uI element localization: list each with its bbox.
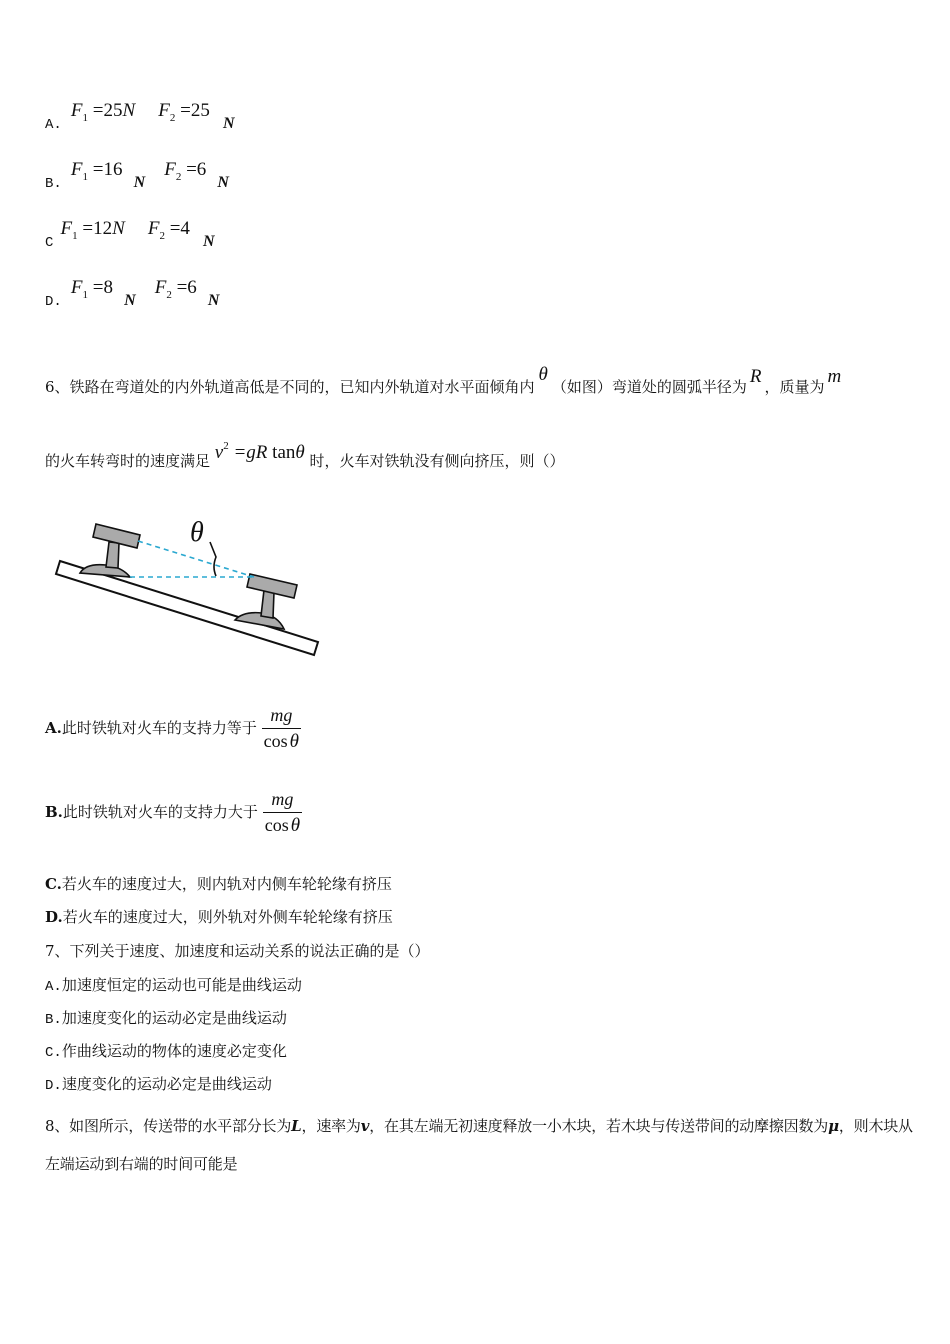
q7-option-c bbox=[45, 1040, 287, 1061]
f1-unit: N bbox=[112, 218, 125, 239]
q6-text-mid2: ，质量为 bbox=[764, 378, 825, 396]
option-c-q5 bbox=[45, 218, 215, 251]
mg-over-cos-fraction bbox=[263, 789, 302, 837]
q8-text-2: ，速率为 bbox=[301, 1117, 361, 1135]
formula-tan: tan bbox=[272, 442, 296, 463]
f2-symbol: F bbox=[154, 277, 167, 298]
f2-unit: N bbox=[222, 115, 235, 132]
option-d-q5 bbox=[45, 277, 220, 310]
fraction-denominator bbox=[263, 813, 302, 837]
f1-value: =12 bbox=[82, 218, 113, 239]
formula-square: 2 bbox=[223, 440, 229, 452]
option-label: D. bbox=[45, 294, 62, 310]
mu-symbol: μ bbox=[828, 1117, 839, 1135]
subscript-1: 1 bbox=[82, 112, 89, 124]
fraction-numerator: mg bbox=[263, 789, 302, 813]
option-label: D. bbox=[45, 1078, 62, 1094]
option-label: C. bbox=[45, 1045, 62, 1061]
option-label: C bbox=[45, 235, 54, 251]
option-text: 加速度恒定的运动也可能是曲线运动 bbox=[61, 976, 302, 994]
q6-option-b bbox=[45, 789, 302, 837]
option-label: A. bbox=[45, 979, 62, 995]
formula-rest: =gR bbox=[233, 442, 268, 463]
f1-symbol: F bbox=[70, 100, 83, 121]
f2-symbol: F bbox=[147, 218, 160, 239]
f1-symbol: F bbox=[70, 277, 83, 298]
option-text: 若火车的速度过大，则内轨对内侧车轮轮缘有挤压 bbox=[61, 875, 392, 893]
denominator-theta: θ bbox=[290, 815, 301, 836]
q8-text-4: ，则木块从左端运动到右端的时间可能是 bbox=[45, 1117, 913, 1173]
rail-incline-figure bbox=[50, 505, 330, 665]
option-text: 此时铁轨对火车的支持力等于 bbox=[61, 719, 257, 737]
q7-option-a bbox=[45, 974, 302, 995]
q8-text-3: ，在其左端无初速度释放一小木块，若木块与传送带间的动摩擦因数为 bbox=[369, 1117, 829, 1135]
length-symbol: L bbox=[291, 1117, 302, 1135]
formula-theta: θ bbox=[295, 442, 305, 463]
m-symbol: m bbox=[827, 366, 842, 387]
option-label: A. bbox=[45, 117, 62, 133]
formula-v: v bbox=[214, 442, 224, 463]
denominator-cos: cos bbox=[264, 815, 289, 835]
f1-unit: N bbox=[133, 174, 146, 191]
incline-base bbox=[56, 561, 318, 655]
q7-option-b bbox=[45, 1007, 287, 1028]
option-label: A. bbox=[45, 719, 62, 737]
q6-option-c bbox=[45, 873, 392, 894]
theta-symbol: θ bbox=[538, 364, 548, 385]
q6-text-mid: （如图）弯道处的圆弧半径为 bbox=[551, 378, 747, 396]
f1-value: =8 bbox=[92, 277, 113, 298]
f2-unit: N bbox=[217, 174, 229, 191]
q6-text-line2-suffix: 时，火车对铁轨没有侧向挤压，则（） bbox=[309, 452, 565, 470]
figure-theta-label: θ bbox=[190, 517, 204, 548]
f2-value: =6 bbox=[176, 277, 197, 298]
f1-unit: N bbox=[124, 292, 136, 309]
option-a-q5 bbox=[45, 100, 235, 133]
q6-text-line2-prefix: 的火车转弯时的速度满足 bbox=[45, 452, 211, 470]
option-text: 若火车的速度过大，则外轨对外侧车轮轮缘有挤压 bbox=[62, 908, 393, 926]
q6-option-d bbox=[45, 906, 393, 927]
f2-value: =4 bbox=[169, 218, 190, 239]
denominator-theta: θ bbox=[289, 731, 300, 752]
f2-symbol: F bbox=[164, 159, 176, 180]
option-text: 加速度变化的运动必定是曲线运动 bbox=[61, 1009, 287, 1027]
subscript-1: 1 bbox=[82, 171, 89, 183]
q6-stem-line2 bbox=[45, 440, 565, 472]
subscript-2: 2 bbox=[166, 289, 172, 301]
f2-value: =6 bbox=[186, 159, 207, 180]
option-label: B. bbox=[45, 1012, 62, 1028]
option-label: D. bbox=[45, 908, 63, 926]
q8-text-1: 8、如图所示，传送带的水平部分长为 bbox=[45, 1117, 292, 1135]
option-label: B. bbox=[45, 803, 63, 821]
f2-unit: N bbox=[207, 292, 220, 309]
subscript-2: 2 bbox=[175, 171, 182, 183]
f2-value: =25 bbox=[180, 100, 210, 121]
q6-stem-line1 bbox=[45, 364, 842, 398]
angle-arc bbox=[210, 542, 216, 576]
option-text: 速度变化的运动必定是曲线运动 bbox=[61, 1075, 272, 1093]
f1-symbol: F bbox=[70, 159, 83, 180]
option-label: B. bbox=[45, 176, 62, 192]
subscript-2: 2 bbox=[169, 112, 176, 124]
f1-value: =16 bbox=[92, 159, 123, 180]
speed-formula bbox=[215, 442, 305, 463]
option-label: C. bbox=[45, 875, 62, 893]
subscript-2: 2 bbox=[159, 230, 165, 242]
mg-over-cos-fraction bbox=[262, 705, 301, 753]
lower-rail-icon bbox=[235, 574, 297, 629]
q7-stem: 7、下列关于速度、加速度和运动关系的说法正确的是（） bbox=[45, 942, 430, 960]
option-b-q5 bbox=[45, 159, 229, 192]
f1-value: =25 bbox=[92, 100, 123, 121]
subscript-1: 1 bbox=[72, 230, 78, 242]
q7-option-d bbox=[45, 1073, 272, 1094]
option-text: 此时铁轨对火车的支持力大于 bbox=[62, 803, 258, 821]
fraction-numerator: mg bbox=[262, 705, 301, 729]
upper-rail-icon bbox=[80, 524, 140, 577]
q6-text-prefix: 6、铁路在弯道处的内外轨道高低是不同的，已知内外轨道对水平面倾角内 bbox=[45, 378, 535, 396]
speed-symbol: v bbox=[360, 1117, 370, 1135]
denominator-cos: cos bbox=[263, 731, 288, 751]
q6-option-a bbox=[45, 705, 301, 753]
f2-symbol: F bbox=[158, 100, 170, 121]
subscript-1: 1 bbox=[82, 289, 89, 301]
f1-symbol: F bbox=[60, 218, 73, 239]
fraction-denominator bbox=[262, 729, 301, 753]
f1-unit: N bbox=[122, 100, 136, 121]
f2-unit: N bbox=[203, 233, 215, 250]
q8-stem bbox=[45, 1107, 915, 1183]
r-symbol: R bbox=[749, 366, 762, 387]
option-text: 作曲线运动的物体的速度必定变化 bbox=[61, 1042, 287, 1060]
